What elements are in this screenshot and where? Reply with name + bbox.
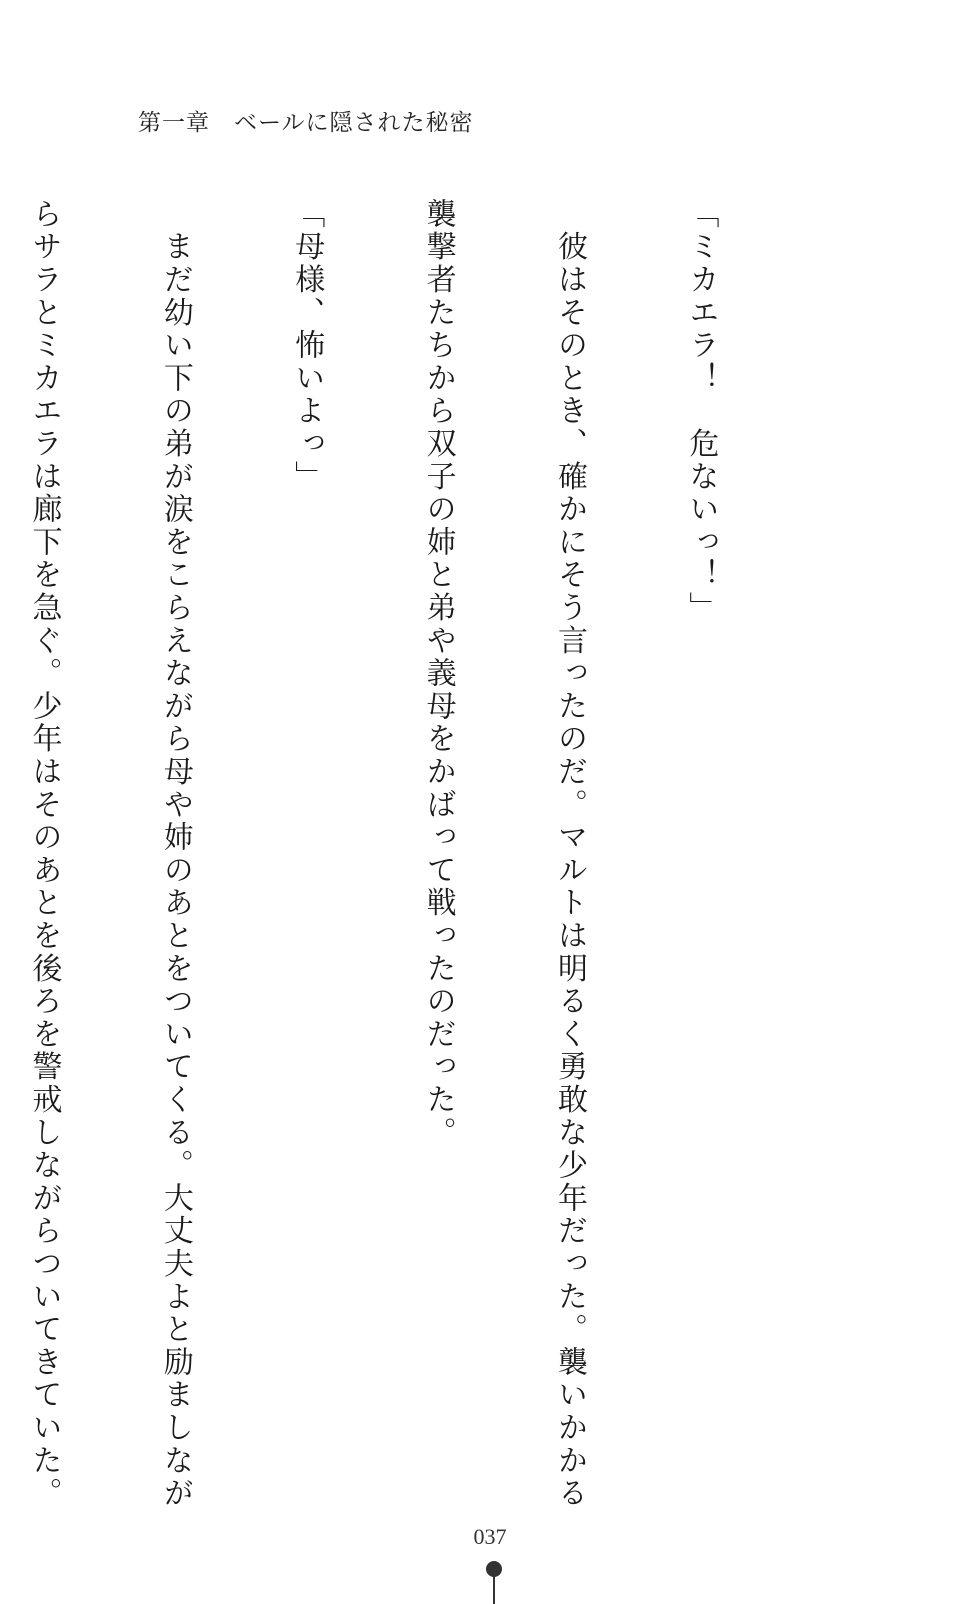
- body-text: [0, 198, 810, 1510]
- text-line: 彼はそのとき、確かにそう言ったのだ。マルトは明るく勇敢な少年だった。襲いかかる: [552, 198, 588, 1510]
- text-line: まだ幼い下の弟が涙をこらえながら母や姉のあとをついてくる。大丈夫よと励ましなが: [157, 198, 193, 1510]
- text-line: 「ミカエラ！ 危ないっ！」: [683, 198, 719, 625]
- text-line: 襲撃者たちから双子の姉と弟や義母をかばって戦ったのだった。: [420, 198, 456, 1150]
- chapter-title: 第一章 ベールに隠された秘密: [138, 110, 474, 136]
- text-line: 「母様、怖いよっ」: [289, 198, 325, 494]
- page-number: 037: [473, 1524, 507, 1549]
- text-line: らサラとミカエラは廊下を急ぐ。少年はそのあとを後ろを警戒しながらついてきていた。: [26, 198, 62, 1510]
- bookmark-line: [493, 1575, 495, 1604]
